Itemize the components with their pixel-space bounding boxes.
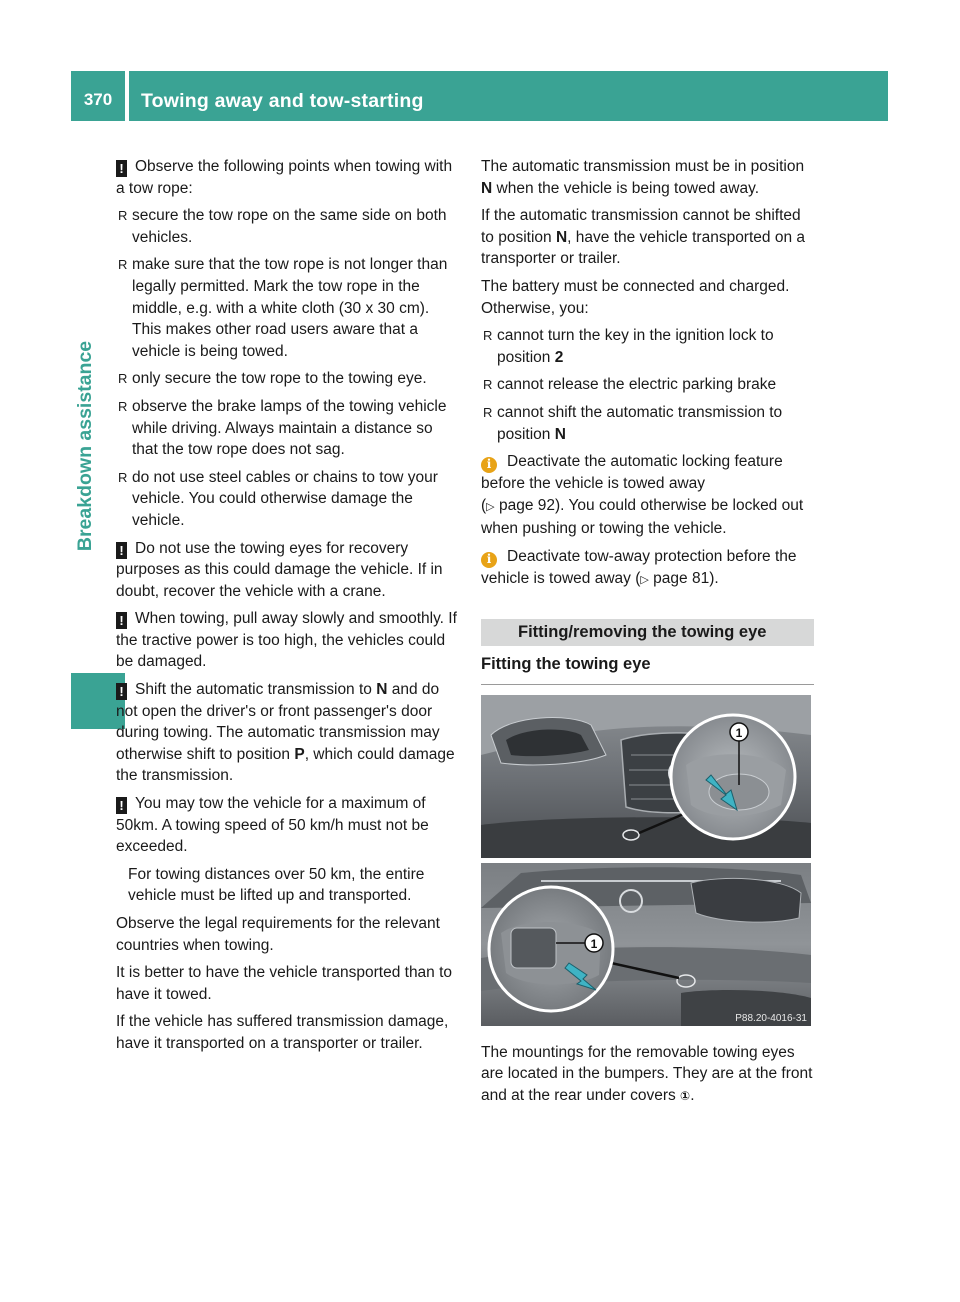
page-reference-arrow-icon: ▷ (640, 573, 649, 586)
bullet-icon: R (118, 208, 128, 224)
list-item-text: secure the tow rope on the same side on both vehicles. (132, 207, 447, 246)
tow-rope-bullet-list (116, 205, 460, 531)
position-n: N (376, 681, 388, 699)
caption-text: The mountings for the removable towing eyes are located in the bumpers. They are at the front and at the rear under covers (481, 1043, 813, 1104)
list-item-text: make sure that the tow rope is not longer than legally permitted. Mark the tow rope in the middle, e.g. with a white cloth (30 x 30 cm). This makes other road users aware that a vehicle is being towed. (132, 256, 448, 360)
note-continuation: For towing distances over 50 km, the entire vehicle must be lifted up and transported. (128, 865, 425, 905)
bullet-icon: R (483, 377, 493, 393)
info-text: Deactivate the automatic locking feature before the vehicle is towed away (481, 453, 783, 492)
note-text: , which could damage the transmission. (116, 745, 455, 785)
warning-note-2 (116, 538, 460, 603)
rear-bumper-image (481, 863, 811, 1026)
list-item-text: observe the brake lamps of the towing vehicle while driving. Always maintain a distance so that the tow rope does not sag. (132, 397, 447, 459)
page-number (71, 71, 125, 121)
bullet-icon: R (483, 328, 493, 344)
bullet-icon: R (118, 371, 128, 387)
info-icon: i (481, 457, 497, 473)
paragraph-text: , have the vehicle transported on a transporter or trailer. (481, 228, 805, 268)
bullet-icon: R (118, 398, 128, 414)
position-n: N (481, 179, 493, 197)
paragraph: Observe the legal requirements for the relevant countries when towing. (116, 915, 440, 954)
list-item-text: do not use steel cables or chains to tow your vehicle. You could otherwise damage the vehicle. (132, 468, 438, 529)
image-code: P88.20-4016-31 (735, 1012, 807, 1024)
right-column (481, 156, 814, 1113)
paragraph: The battery must be connected and charged. Otherwise, you: (481, 277, 790, 317)
list-item (116, 396, 460, 461)
list-item (116, 467, 460, 532)
note-text: Shift the automatic transmission to (135, 681, 377, 699)
subsection-heading: Fitting the towing eye (481, 654, 814, 685)
warning-icon: ! (116, 160, 127, 177)
info-icon: i (481, 552, 497, 568)
paragraph-text: If the automatic transmission cannot be shifted to position (481, 207, 801, 246)
info-text: Deactivate tow-away protection before the vehicle is towed away (481, 547, 797, 587)
note-text: Do not use the towing eyes for recovery purposes as this could damage the vehicle. If in doubt, recover the vehicle with a crane. (116, 539, 443, 600)
list-item (481, 374, 814, 396)
towing-eye-figure (481, 695, 811, 1026)
front-bumper-image (481, 695, 811, 858)
paragraph: It is better to have the vehicle transported than to have it towed. (116, 964, 453, 1003)
list-item (481, 402, 814, 445)
left-column (116, 156, 460, 1061)
page-title (129, 71, 888, 121)
section-heading: Fitting/removing the towing eye (481, 619, 814, 646)
list-item (116, 205, 460, 248)
warning-icon: ! (116, 797, 127, 814)
side-tab-label: Breakdown assistance (74, 340, 97, 552)
page-number-text: 370 (83, 90, 113, 109)
warning-note-3 (116, 608, 460, 673)
callout-number: 1 (590, 936, 598, 951)
bullet-icon: R (483, 404, 493, 420)
figure-caption (481, 1042, 814, 1108)
list-item-text: cannot turn the key in the ignition lock to position (497, 327, 774, 366)
bullet-icon: R (118, 469, 128, 485)
note-text: When towing, pull away slowly and smoothly. If the tractive power is too high, the vehicles could be damaged. (116, 610, 457, 671)
position-value: 2 (554, 348, 564, 366)
page-reference-link[interactable]: page 81 (653, 569, 710, 587)
paragraph-text: when the vehicle is being towed away. (492, 179, 760, 197)
warning-note-4 (116, 679, 460, 787)
battery-bullet-list (481, 325, 814, 445)
list-item-text: cannot shift the automatic transmission to position (497, 403, 783, 443)
note-text: You may tow the vehicle for a maximum of 50km. A towing speed of 50 km/h must not be exceeded. (116, 795, 429, 856)
position-p: P (294, 745, 305, 763)
warning-icon: ! (116, 683, 127, 700)
paragraph (481, 156, 814, 199)
position-value: N (554, 425, 566, 443)
position-n: N (555, 228, 568, 246)
info-note-1: i Deactivate the automatic locking feature before the vehicle is towed away (▷ page 92). You could otherwise be locked out when pushing or towing the vehicle. (481, 453, 804, 538)
list-item (116, 368, 460, 390)
note-intro: Observe the following points when towing with a tow rope: (116, 158, 453, 197)
warning-icon: ! (116, 542, 127, 559)
info-note-2: i Deactivate tow-away protection before the vehicle is towed away (▷ page 81). (481, 547, 797, 587)
warning-icon: ! (116, 612, 127, 629)
page-title-text: Towing away and tow-starting (141, 90, 424, 112)
caption-text: . (690, 1086, 695, 1104)
note-text: and do not open the driver's or front passenger's door during towing. The automatic transmission may otherwise shift to position (116, 681, 440, 763)
list-item (481, 325, 814, 368)
warning-note-5 (116, 793, 460, 907)
paragraph (481, 205, 814, 270)
info-text: . You could otherwise be locked out when pushing or towing the vehicle. (481, 496, 804, 538)
list-item (116, 254, 460, 362)
callout-number: 1 (735, 725, 743, 740)
page-reference-arrow-icon: ▷ (486, 500, 495, 513)
paragraph-text: The automatic transmission must be in position (481, 158, 805, 175)
warning-note-1 (116, 156, 460, 532)
page-reference-link[interactable]: page 92 (498, 496, 555, 514)
info-text: . (714, 569, 719, 587)
callout-reference-icon: ① (680, 1088, 691, 1103)
paragraph: If the vehicle has suffered transmission damage, have it transported on a transporter or trailer. (116, 1013, 449, 1052)
list-item-text: only secure the tow rope to the towing eye. (132, 370, 427, 388)
bullet-icon: R (118, 257, 128, 273)
list-item-text: cannot release the electric parking brake (497, 376, 777, 394)
